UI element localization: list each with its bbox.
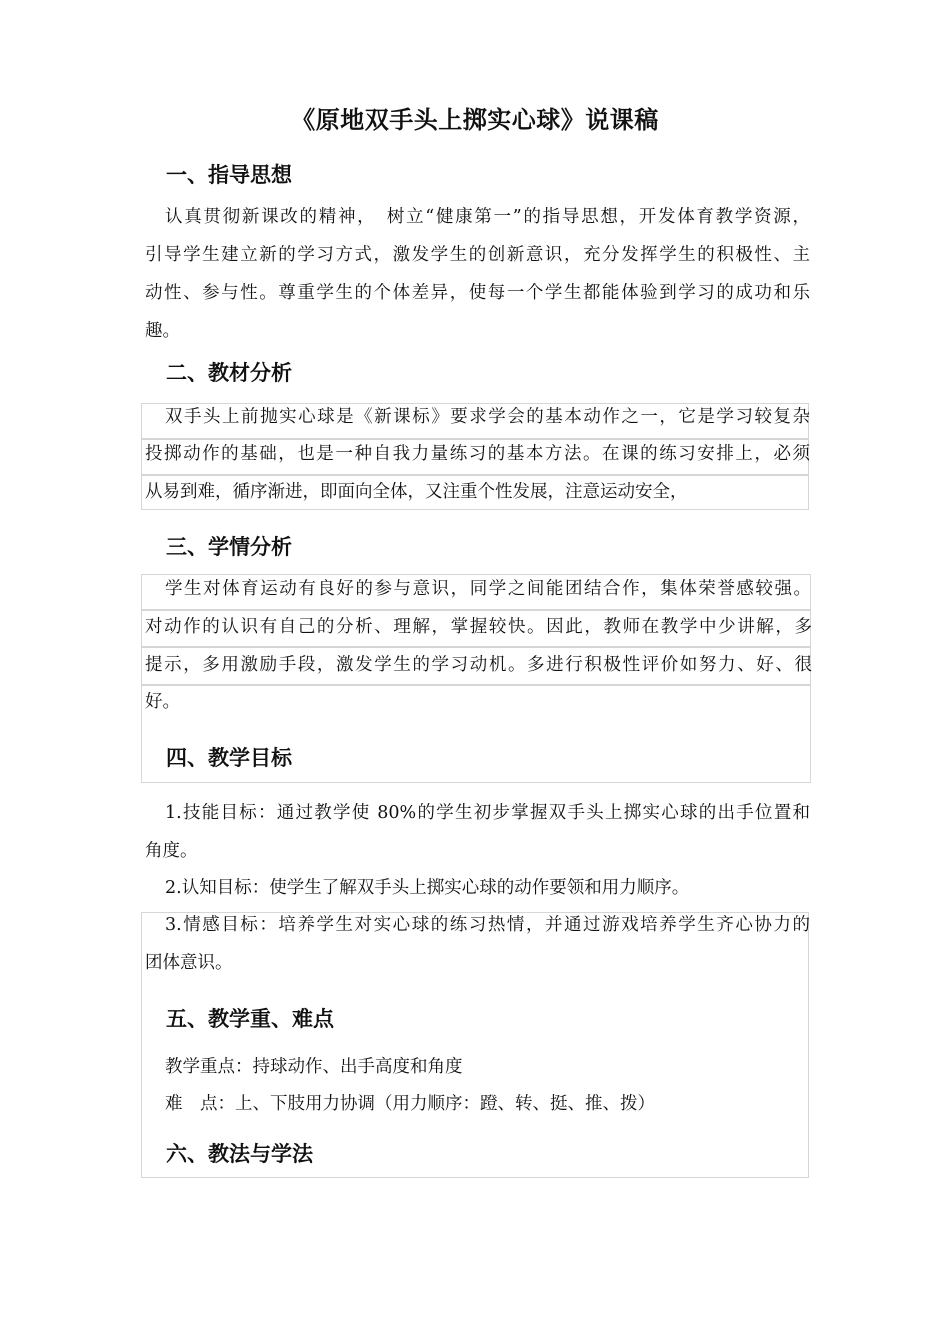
paragraph-line: 学生对体育运动有良好的参与意识，同学之间能团结合作，集体荣誉感较强。: [165, 579, 811, 599]
section-heading-zhidao: 一、指导思想: [166, 162, 292, 187]
table-row-divider: [141, 646, 811, 648]
paragraph-line: 难 点：上、下肢用力协调（用力顺序：蹬、转、挺、推、拨）: [165, 1094, 655, 1114]
paragraph-line: 投掷动作的基础，也是一种自我力量练习的基本方法。在课的练习安排上，必须: [145, 444, 810, 464]
document-title: 《原地双手头上掷实心球》说课稿: [291, 105, 659, 134]
section-heading-mubiao: 四、教学目标: [166, 745, 292, 770]
paragraph-line: 提示，多用激励手段，激发学生的学习动机。多进行积极性评价如努力、好、很: [145, 655, 812, 675]
paragraph-line: 好。: [145, 692, 180, 712]
table-row-divider: [141, 684, 811, 686]
section-heading-xueqing: 三、学情分析: [166, 534, 292, 559]
paragraph-line: 3.情感目标：培养学生对实心球的练习热情，并通过游戏培养学生齐心协力的: [165, 915, 810, 935]
table-row-divider: [141, 474, 809, 476]
paragraph-line: 认真贯彻新课改的精神， 树立“健康第一”的指导思想，开发体育教学资源，: [165, 207, 810, 227]
paragraph-line: 对动作的认识有自己的分析、理解，掌握较快。因此，教师在教学中少讲解，多: [145, 617, 812, 637]
paragraph-line: 从易到难，循序渐进，即面向全体，又注重个性发展，注意运动安全，: [145, 482, 688, 502]
paragraph-line: 趣。: [145, 321, 180, 341]
table-row-divider: [141, 438, 809, 440]
section-heading-jiaocai: 二、教材分析: [166, 360, 292, 385]
section-heading-jiaofa: 六、教法与学法: [166, 1141, 313, 1166]
section-heading-zhongnandian: 五、教学重、难点: [166, 1006, 334, 1031]
paragraph-line: 2.认知目标：使学生了解双手头上掷实心球的动作要领和用力顺序。: [165, 878, 690, 898]
paragraph-line: 角度。: [145, 841, 198, 861]
paragraph-line: 双手头上前抛实心球是《新课标》要求学会的基本动作之一，它是学习较复杂: [165, 407, 810, 427]
paragraph-line: 动性、参与性。尊重学生的个体差异，使每一个学生都能体验到学习的成功和乐: [145, 283, 810, 303]
paragraph-line: 教学重点：持球动作、出手高度和角度: [165, 1057, 463, 1077]
paragraph-line: 引导学生建立新的学习方式，激发学生的创新意识，充分发挥学生的积极性、主: [145, 245, 810, 265]
paragraph-line: 团体意识。: [145, 953, 233, 973]
paragraph-line: 1.技能目标：通过教学使 80%的学生初步掌握双手头上掷实心球的出手位置和: [165, 803, 810, 823]
table-row-divider: [141, 609, 811, 611]
